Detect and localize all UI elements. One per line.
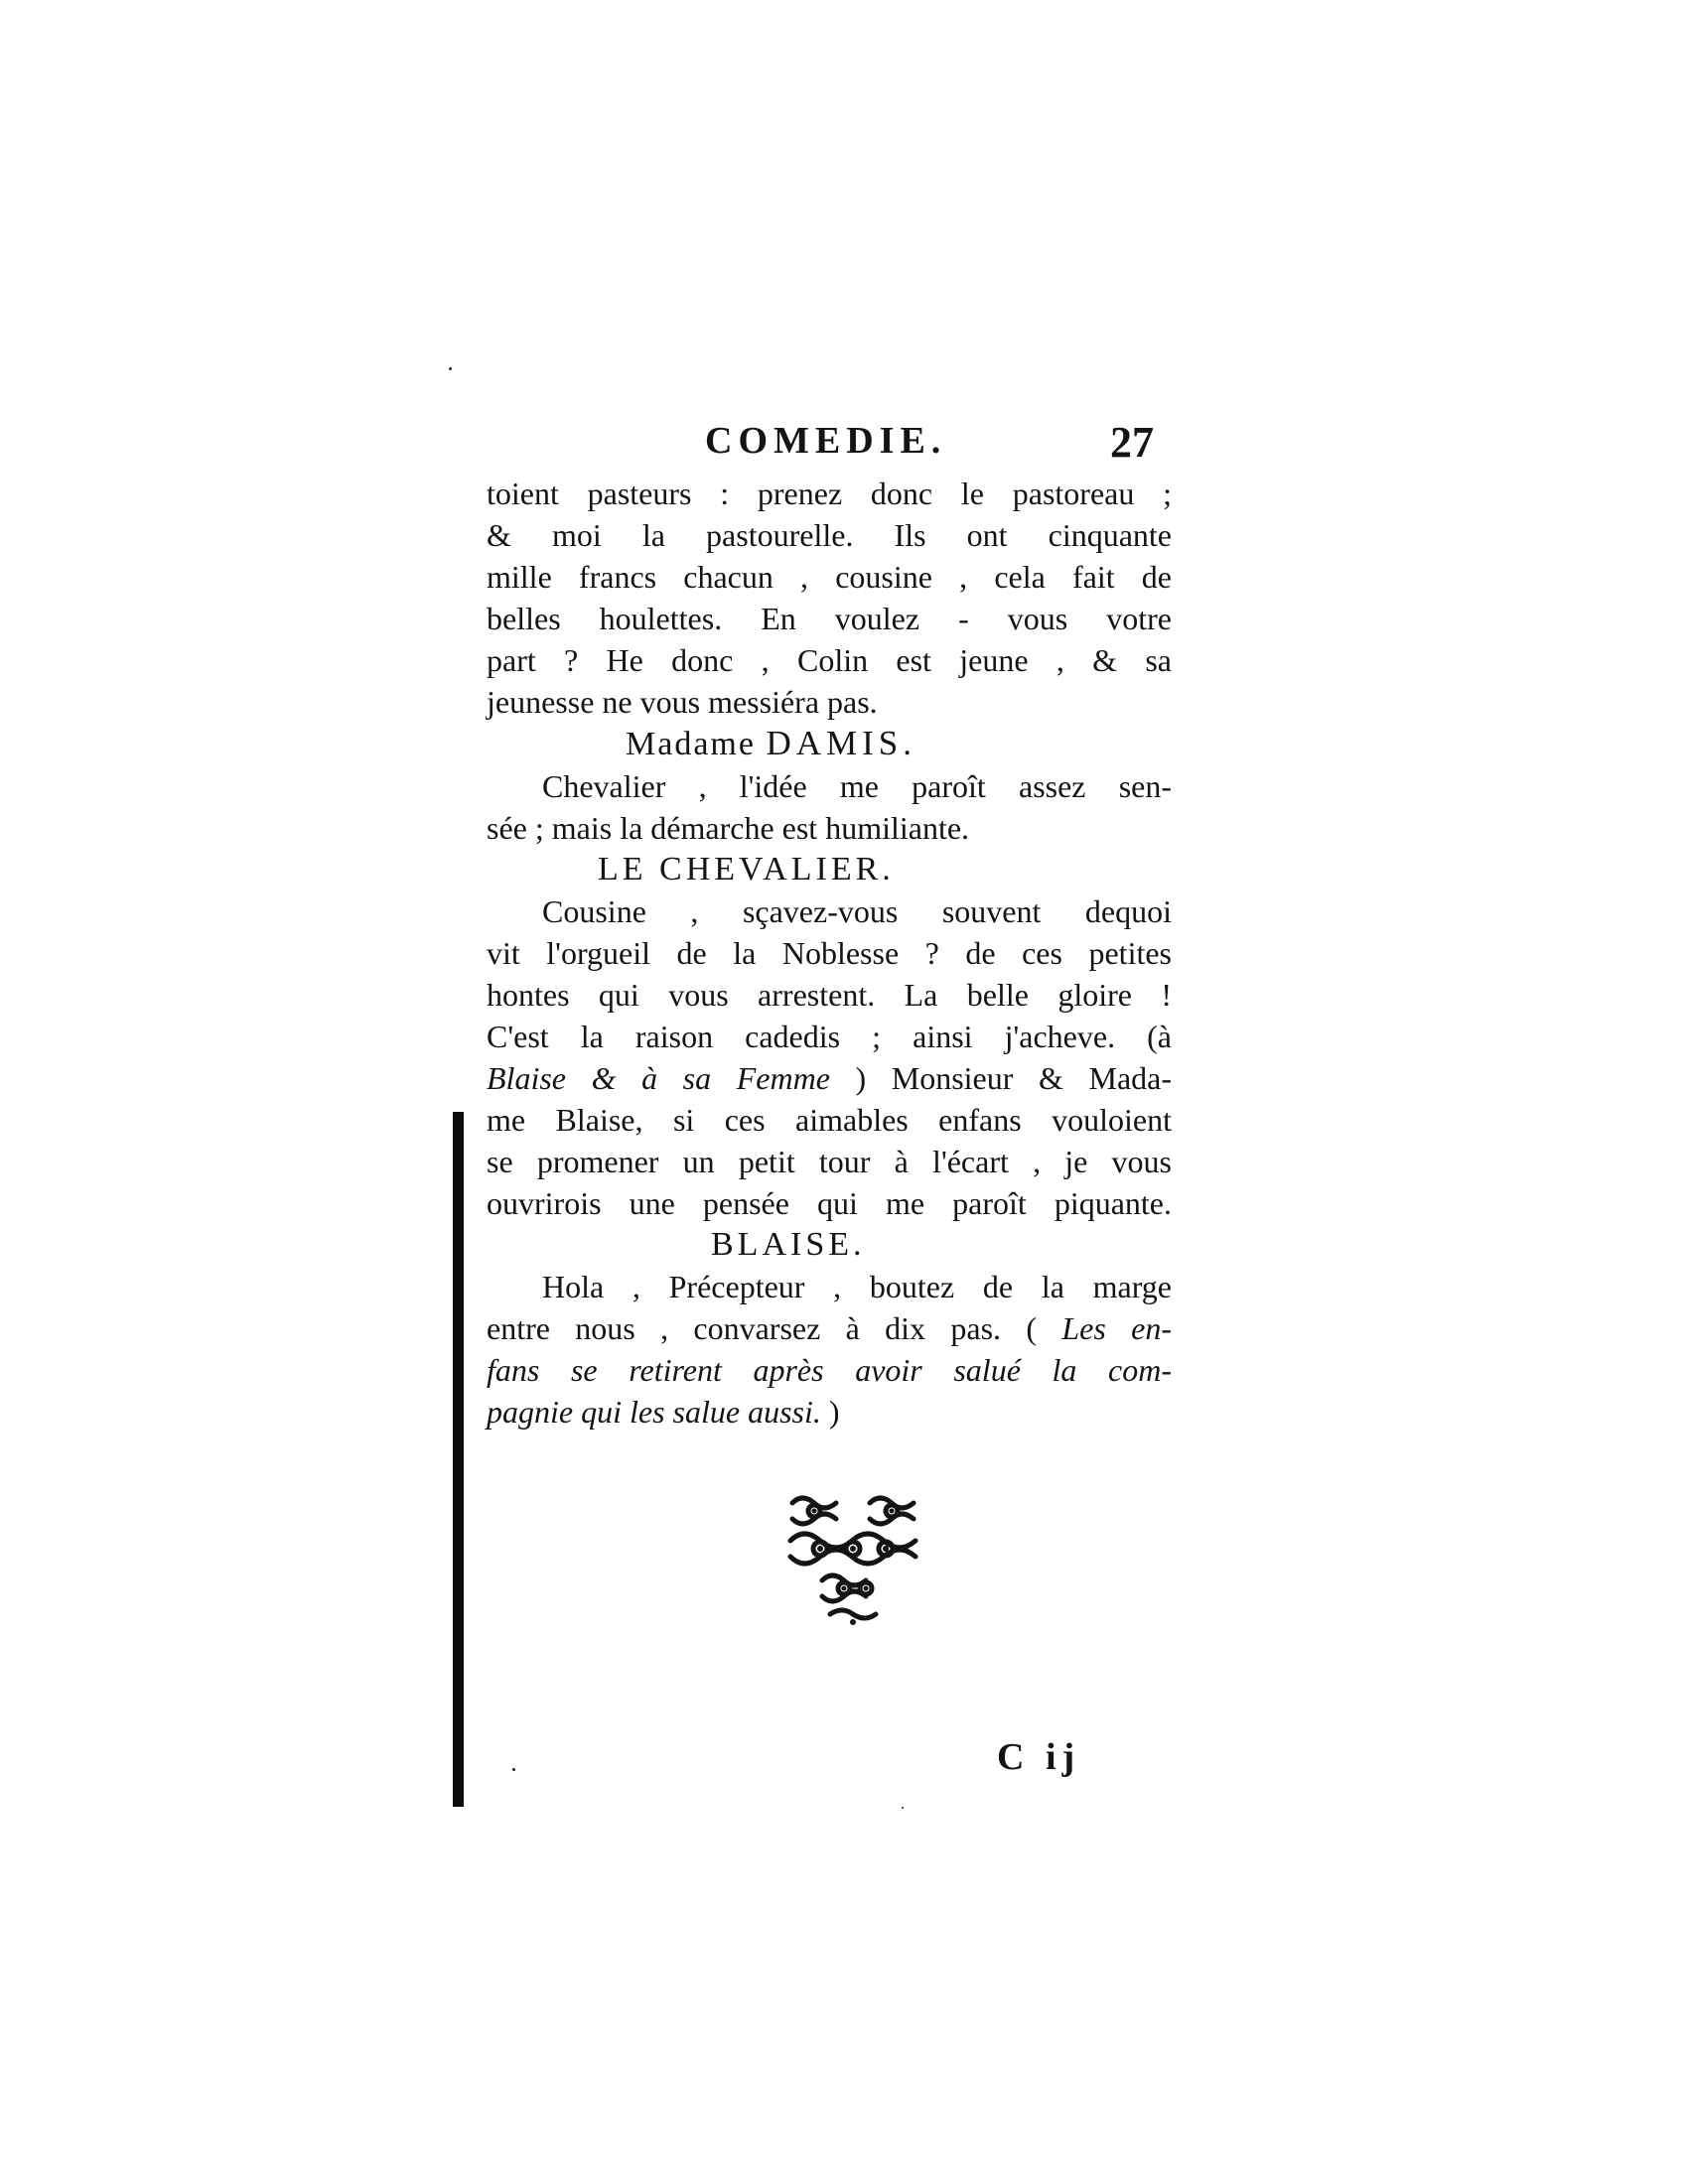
stage-direction: fans se retirent après avoir salué la com-: [487, 1352, 1172, 1388]
text-line: ouvrirois une pensée qui me paroît piquante.: [487, 1185, 1172, 1221]
text-line: se promener un petit tour à l'écart , je vous: [487, 1144, 1172, 1179]
text-line: & moi la pastourelle. Ils ont cinquante: [487, 517, 1172, 553]
page-number: 27: [1110, 418, 1154, 467]
text-block: [487, 417, 1172, 1433]
paragraph: [487, 1266, 1172, 1433]
text-run: ): [820, 1394, 840, 1430]
stage-direction: Blaise & à sa Femme: [487, 1060, 830, 1096]
paragraph: [487, 473, 1172, 723]
printers-fleuron-icon: [786, 1489, 919, 1628]
signature-mark: C ij: [997, 1736, 1081, 1778]
speaker-prefix: Madame: [626, 726, 756, 762]
running-title: COMEDIE.: [705, 420, 947, 462]
speaker-heading: [487, 723, 1172, 765]
text-line: part ? He donc , Colin est jeune , & sa: [487, 642, 1172, 678]
gutter-shadow: [453, 1112, 464, 1807]
text-line: toient pasteurs : prenez donc le pastoreau ;: [487, 476, 1172, 511]
speaker-name: DAMIS.: [766, 724, 916, 762]
ink-speck: [512, 1768, 515, 1771]
text-line: vit l'orgueil de la Noblesse ? de ces petites: [487, 935, 1172, 971]
text-line: [487, 1057, 1172, 1099]
text-line: Hola , Précepteur , boutez de la marge: [542, 1269, 1172, 1304]
stage-direction: Les en-: [1061, 1310, 1172, 1346]
text-line: mille francs chacun , cousine , cela fait de: [487, 559, 1172, 595]
text-line: belles houlettes. En voulez - vous votre: [487, 601, 1172, 636]
text-line: Chevalier , l'idée me paroît assez sen-: [542, 768, 1172, 804]
ink-speck: [449, 367, 452, 370]
text-line: Cousine , sçavez-vous souvent dequoi: [542, 893, 1172, 929]
text-line: jeunesse ne vous messiéra pas.: [487, 684, 878, 720]
text-line: sée ; mais la démarche est humiliante.: [487, 810, 970, 846]
text-line: [487, 1391, 1172, 1433]
paragraph: [487, 890, 1172, 1224]
text-line: hontes qui vous arrestent. La belle gloire !: [487, 977, 1172, 1013]
stage-direction: pagnie qui les salue aussi.: [487, 1394, 821, 1430]
paragraph: [487, 765, 1172, 849]
speaker-heading: LE CHEVALIER.: [598, 851, 895, 887]
text-run: ) Monsieur & Mada-: [829, 1060, 1172, 1096]
speaker-heading: BLAISE.: [711, 1226, 866, 1263]
text-line: C'est la raison cadedis ; ainsi j'acheve. (à: [487, 1019, 1172, 1054]
running-head: [487, 417, 1172, 473]
text-line: [487, 1307, 1172, 1349]
text-run: entre nous , convarsez à dix pas. (: [487, 1310, 1062, 1346]
ink-speck: [902, 1807, 904, 1809]
text-line: me Blaise, si ces aimables enfans vouloient: [487, 1102, 1172, 1138]
